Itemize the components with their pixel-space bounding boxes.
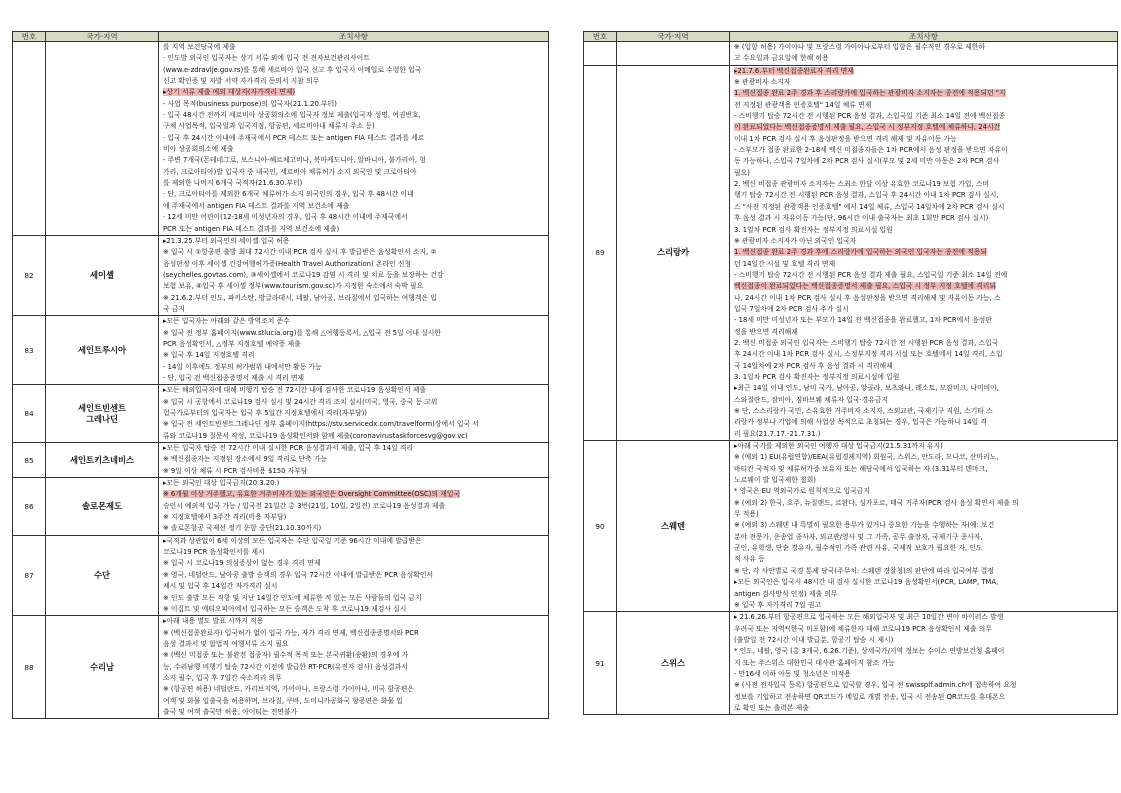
left-table <box>12 31 549 719</box>
measure-line: - 14일 이후에도 정부의 허가범위 내에서만 활동 가능 <box>163 362 322 371</box>
row-number <box>13 42 46 236</box>
measures-cell <box>730 42 1118 66</box>
measure-line: ▸상기 서류 제출 예외 대상자(자가격리 면제) <box>163 88 296 97</box>
measure-line: 고 수요일과 금요일에 한해 허용 <box>734 54 829 63</box>
measures-cell <box>159 385 549 443</box>
country-name: 세인트루시아 <box>46 316 159 385</box>
measure-line: - 스부모가 접종 완료한 2-18세 백신 미접종자들은 1차 PCR에서 음성 판정을 받으면 자유이 <box>734 146 1008 155</box>
measure-line: ▸아래 국가를 제외한 외국인 여행자 대상 입국금지(21.5.31까지 유지) <box>734 442 943 451</box>
table-row <box>13 443 549 478</box>
table-row <box>584 441 1118 612</box>
measure-line: (출발일 전 72시간 이내 발급분, 항공기 탑승 시 제시) <box>734 635 894 644</box>
country-name: 스위스 <box>617 612 730 715</box>
measure-line: ※ 6개월 이상 거주했고, 유효한 거주비자가 있는 외국인은 Oversight Committee(OSC)의 재입국 <box>163 490 461 499</box>
measure-line: 적 사유 등 <box>734 555 765 564</box>
measure-line: 1. 백신접종 완료 2주 경과 후에 스리랑카에 입국하는 외국인 입국자는 종전에 적용되 <box>734 248 987 257</box>
left-header-row <box>13 32 549 42</box>
table-row <box>13 535 549 615</box>
measure-line: ※ 관광비자 소지자 <box>734 78 791 87</box>
measure-line: - 18세 미만 미성년자 또는 부모가 14일 전 백신접종을 완료했고, 1차 PCR에서 음성판 <box>734 316 992 325</box>
measure-line: 2. 백신 비접종 관광비자 소지자는 스최소 한달 이상 유효한 코로나19 보험 가입, 스비 <box>734 180 990 189</box>
measures-cell <box>159 478 549 536</box>
table-row <box>584 42 1118 66</box>
measure-line: 리 필요(21.7.17.-21.7.31.) <box>734 429 821 438</box>
country-name <box>46 42 159 236</box>
measure-line: ▸모든 외국인은 입국시 48시간 내 검사 실시한 코로나19 음성확인서(PCR, LAMP, TMA, <box>734 578 999 587</box>
measure-line: 리랑카 정부나 기업에 의해 사업상 목적으로 초청되는 경우, 입국은 가능하나 14일 격 <box>734 418 987 427</box>
measure-line: ▸ 21.6.26.부터 항공편으로 입국하는 모든 해외입국자 및 최근 10일간 변이 바이러스 발생 <box>734 613 1004 622</box>
measure-line: (www.e-zdravlje.gov.rs)를 통해 세르비아 입국 신고 후 입국시 이메일로 수령한 입국 <box>163 65 422 74</box>
measure-line: 전 지정된 관광객용 인증호텔" 14일 체류 면제 <box>734 100 872 109</box>
measures-cell <box>159 616 549 719</box>
measure-line: ※ (예외 1) EU(유럽연합)/EEA(유럽경제지역) 회원국, 스위스, 안도라, 모나코, 산마리노, <box>734 453 999 462</box>
table-row <box>13 316 549 385</box>
measure-line: ※ 입국 시 코로나19 의심증상이 없는 경우 격리 면제 <box>163 559 321 568</box>
header-measures: 조치사항 <box>730 32 1118 42</box>
measure-line: antigen 검사방식 인정) 제출 의무 <box>734 589 838 598</box>
row-number <box>584 42 617 66</box>
measure-line: 로 확인 또는 출력본 제출 <box>734 703 809 712</box>
measure-line: - 단, 입국 전 백신접종증명서 제출 시 격리 면제 <box>163 373 305 382</box>
right-table-body <box>584 42 1118 715</box>
measure-line: ※ 이집트 및 에티오피아에서 입국하는 모든 승객은 도착 후 코로나19 재검사 실시 <box>163 604 407 613</box>
header-no: 번호 <box>584 32 617 42</box>
measure-line: ▸모든 해외입국자에 대해 비행기 탑승 전 72시간 내에 검사한 코로나19 음성확인서 제출 <box>163 386 426 395</box>
country-name: 솔로몬제도 <box>46 478 159 536</box>
measures-cell <box>159 42 549 236</box>
measure-line: ※ 입국 시 공항에서 코로나19 검사 실시 및 24시간 격리 조치 실시(미국, 영국, 중국 등 고위 <box>163 397 438 406</box>
measure-line: (seychelles.govtas.com), ③세이셸에서 코로나19 감염 시 격리 및 치료 등을 보장하는 건강 <box>163 270 444 279</box>
measure-line: · 12세 미만 어린이(12-18세 미성년자의 경우, 입국 후 48시간 이내에 주재국에서 <box>163 213 408 222</box>
measures-cell <box>159 235 549 315</box>
row-number: 90 <box>584 441 617 612</box>
measure-line: - 주변 7개국(몬테네그로, 보스니아-헤르체고비나, 북마케도니아, 알바니아, 불가리아, 헝 <box>163 156 426 165</box>
measure-line: ▸아래 내용 별도 발표 시까지 적용 <box>163 617 264 626</box>
measure-line: - 만16세 이하 아동 및 청소년은 미적용 <box>734 669 851 678</box>
measure-line: ※ 백신접종자는 지정된 장소에서 9일 격리로 단축 가능 <box>163 455 328 464</box>
measure-line: ▸21.7.6.부터 백신접종완료자 격리 면제 <box>734 66 854 75</box>
measures-cell <box>159 443 549 478</box>
measure-line: 나, 24시간 이내 1차 PCR 검사 실시 후 음성판정을 받으면 격리해제 및 자유이동 가능, 스 <box>734 293 1001 302</box>
measure-line: 를 지역 보건당국에 제출 <box>163 43 236 51</box>
measure-line: ※ 단, 스스리랑카 국민, 스유효한 거주비자 소지자, 스외교관, 국제기구 직원, 스기타 스 <box>734 407 993 415</box>
measure-line: - 사업 목적(business purpose)의 입국자(21.1.20.부터) <box>163 99 337 108</box>
country-name <box>617 42 730 66</box>
row-number: 87 <box>13 535 46 615</box>
country-name: 수단 <box>46 535 159 615</box>
measure-line: 백신접종이 완료되었다는 백신접종증명서 제출 필요, 스입국 시 정부 지정 호텔에 격리되 <box>734 282 996 291</box>
measure-line: 에 주재국에서 antigen FIA 테스트 결과를 지역 보건소에 제출 <box>163 201 350 210</box>
measure-line: ▸모든 외국인 대상 입국금지(20.3.20.) <box>163 479 280 488</box>
measure-line: 정보를 기입하고 전송하면 QR코드가 메일로 개별 전송, 입국 시 전송된 QR코드를 휴대폰으 <box>734 692 1006 701</box>
table-row <box>13 616 549 719</box>
measure-line: ▸21.3.25.부터 외국인의 세이셸 입국 허용 <box>163 236 290 245</box>
left-table-body <box>13 42 549 719</box>
row-number: 89 <box>584 65 617 440</box>
row-number: 85 <box>13 443 46 478</box>
measure-line: 입국 7일차에 2차 PCR 검사 추가 실시 <box>734 304 849 313</box>
table-row <box>584 65 1118 440</box>
measures-cell <box>730 612 1118 715</box>
measure-line: 필요) <box>734 168 750 177</box>
measure-line: 비아 상공회의소에 제출 <box>163 145 234 154</box>
row-number: 83 <box>13 316 46 385</box>
measure-line: ※ 입국 전 정부 홈페이지(www.stlucia.org)를 통해 △여행등록서, △입국 전 5일 이내 실시한 <box>163 328 442 337</box>
measure-line: ※ 솔로몬항공 국제선 정기 운항 중단(21.10.30까지) <box>163 524 322 533</box>
measure-line: 우려국 또는 지역*(한국 미포함)에 체류한자 대해 코로나19 PCR 음성확인서 제출 의무 <box>734 624 992 633</box>
measure-line: ▸국적과 상관없이 6세 이상의 모든 입국자는 수단 입국일 기준 96시간 이내에 발급받은 <box>163 536 422 545</box>
table-row <box>13 478 549 536</box>
measure-line: 류와 코로나19 질문서 작성, 코로나19 음성확인서와 함께 제출(coronavirustaskforcesvg@gov.vc) <box>163 431 468 440</box>
table-row <box>13 235 549 315</box>
measure-line: 노르웨이 발 입국제한 철회) <box>734 476 816 485</box>
measure-line: 신고 확인증 및 자발 서약 자가격리 동의서 지참 의무 <box>163 77 320 86</box>
measure-line: 음성판정 이후 세이셸 건강여행허가증(Health Travel Authorization) 온라인 신청 <box>163 259 412 268</box>
measure-line: ※ (입항 허용) 가이아나 및 프랑스령 가이아나로부터 입항은 필수적인 경우로 제한하 <box>734 43 985 51</box>
header-no: 번호 <box>13 32 46 42</box>
measure-line: ※ 관광비자 소지자가 아닌 외국인 입국자 <box>734 236 857 245</box>
measure-line: 이 완료되었다는 백신접종증명서 제출 필요, 스입국 시 정부지정 호텔에 체류하나, 24시간 <box>734 123 1001 132</box>
measure-line: · 입국 48시간 전까지 세르비아 상공회의소에 입국자 정보 제출(입국자 성명, 여권번호, <box>163 111 421 120</box>
table-row <box>13 42 549 236</box>
measure-line: ※ (항공편 허용) 네덜란드, 카리브지역, 가이아나, 프랑스령 가이아나, 미국 항공편은 <box>163 685 414 694</box>
measure-line: 지 또는 주스위스 대한민국 대사관 홈페이지 참조 가능 <box>734 658 895 667</box>
measure-line: 여객 및 화물 입출국을 허용하며, 브라질, 쿠바, 도미니카공화국 항공편은 화물 입 <box>163 696 403 705</box>
right-table <box>583 31 1118 715</box>
measure-line: ※ (예외 2) 한국, 호주, 뉴질랜드, 르완다, 싱가포르, 태국 거주자(PCR 검사 음성 확인서 제출 의 <box>734 498 1019 507</box>
header-country: 국가·지역 <box>617 32 730 42</box>
measure-line: ※ 21.6.2.부터 인도, 파키스탄, 방글라데시, 네팔, 남아공, 브라질에서 입국하는 여행객은 입 <box>163 293 437 302</box>
measure-line: 3. 1일차 PCR 검사 확진자는 정부지정 의료시설 입원 <box>734 225 893 234</box>
measure-line: ※ 입국 시 ①항공편 출발 최대 72시간 이내 PCR 검사 실시 후 발급받은 음성확인서 소지, ② <box>163 248 437 257</box>
measure-line: 소지 필수, 입국 후 7일간 숙소격리 의무 <box>163 673 282 682</box>
measure-line: 코로나19 PCR 음성확인서를 제시 <box>163 548 265 557</box>
measure-line: ※ 입국 후 자가격리 7일 권고 <box>734 600 822 609</box>
measure-line: ※ (예외 3) 스웨덴 내 특별히 필요한 용무가 있거나 중요한 기능을 수행하는 자(예: 보건 <box>734 521 995 530</box>
measure-line: - 스비행기 탑승 72시간 전 시행된 PCR 음성 결과, 스입국일 기준 최소 14일 전에 백신접종 <box>734 112 1006 121</box>
measures-cell <box>730 441 1118 612</box>
row-number: 91 <box>584 612 617 715</box>
country-name: 스웨덴 <box>617 441 730 612</box>
measure-line: ▸모든 입국자는 아래와 같은 방역조치 준수 <box>163 317 290 326</box>
measure-line: 이내 1차 PCR 검사 실시 후 음성판정을 받으면 격리 해제 및 자유이동 가능 <box>734 134 957 143</box>
country-name: 세이셸 <box>46 235 159 315</box>
measure-line: - 스비행기 탑승 72시간 전 시행된 PCR 음성 결과 제출 필요, 스입국일 기준 최소 14일 전에 <box>734 270 1008 279</box>
measure-line: ※ 지정호텔에서 3주간 격리(비용 자부담) <box>163 513 287 522</box>
measure-line: 능, 수리남행 비행기 탑승 72시간 이전에 발급한 RT-PCR(유전자 검사) 음성결과서 <box>163 662 408 671</box>
row-number: 88 <box>13 616 46 719</box>
row-number: 82 <box>13 235 46 315</box>
country-name: 스리랑카 <box>617 65 730 440</box>
measure-line: ▸최근 14일 이내 인도, 남미 국가, 남아공, 앙골라, 보츠와나, 레소토, 모잠비크, 나미비아, <box>734 384 1000 393</box>
measure-line: 스와질란드, 잠비아, 짐바브웨 체류자 입국·경유금지 <box>734 395 889 404</box>
measure-line: * 인도, 네팔, 영국 (총 3개국, 6.26.기준), 상세국가/지역 정보는 수이스 연방보건청 홈페이 <box>734 647 1005 656</box>
table-row <box>13 385 549 443</box>
measure-line: 승인시 예외적 입국 가능 / 입국전 21일간 총 3번(21일, 10일, 2일전) 코로나19 음성결과 제출 <box>163 501 446 510</box>
measures-cell <box>159 535 549 615</box>
row-number: 86 <box>13 478 46 536</box>
measure-line: 무 적용) <box>734 510 759 519</box>
row-number: 84 <box>13 385 46 443</box>
measure-line: 출국 및 여객 출국만 허용, 아이티는 전면불가 <box>163 707 298 716</box>
measure-line: 보험 보유, ④입국 후 세이셸 정부(www.tourism.gov.sc)가 지정한 숙소에서 숙박 필요 <box>163 282 424 291</box>
country-name: 세인트키츠네비스 <box>46 443 159 478</box>
country-name: 수리남 <box>46 616 159 719</box>
measure-line: · 입국 후 24시간 이내에 주재국에서 PCR 테스트 또는 antigen FIA 테스트 결과를 세르 <box>163 133 425 142</box>
measure-line: 스 "사전 지정된 관광객용 인증호텔" 에서 14일 체류, 스입국 14일차에 2차 PCR 검사 실시 <box>734 202 1005 211</box>
measure-line: 제시 및 입국 후 14일간 자가격리 실시 <box>163 582 278 591</box>
measure-line: PCR 또는 antigen FIA 테스트 결과를 지역 보건소에 제출) <box>163 224 340 233</box>
measure-line: 국 금지 <box>163 304 186 313</box>
measure-line: 동 가능하나, 스입국 7일차에 2차 PCR 검사 실시(부모 및 2세 미만 아동은 2차 PCR 검사 <box>734 157 1000 166</box>
measure-line: 3. 1일차 PCR 검사 확진자는 정부지정 의료시설에 입원 <box>734 372 900 381</box>
measure-line: 바티칸 국적자 및 체류허가증 보유자 또는 해당국에서 입국하는 자 (3.31부터 덴마크, <box>734 464 988 473</box>
measure-line: ※ 입국 후 14일 지정호텔 격리 <box>163 351 255 360</box>
measure-line: 후 24시간 이내 1차 PCR 검사 실시, 스정부지정 격리 시설 또는 호텔에서 14일 격리, 스입 <box>734 350 1003 359</box>
measure-line: 가리, 크로아티아)발 입국자 중 내국인, 세르비아 체류허가 소지 외국인 및 크로아티아 <box>163 167 417 176</box>
measure-line: ※ 인도 출발 모든 직항 및 지난 14일간 인도에 체류한 적 있는 모든 사람들의 입국 금지 <box>163 593 422 602</box>
measure-line: · 인도발 외국인 입국자는 상기 서류 외에 입국 전 전자보건관리사이트 <box>163 54 370 63</box>
measure-line: ※ 9일 이상 체류 시 PCR 검사비용 $150 자부담 <box>163 466 308 475</box>
measures-cell <box>730 65 1118 440</box>
country-name: 세인트빈센트 그레나딘 <box>46 385 159 443</box>
measure-line: ▸모든 입국자 탑승 전 72시간 이내 실시한 PCR 음성결과서 제출, 입국 후 14일 격리 <box>163 444 414 453</box>
measure-line: 분야 전문가, 운송업 종사자, 외교관/영사 및 그 가족, 공무 출장자, 국제기구 종사자, <box>734 532 983 541</box>
measure-line: 구체 사업목적, 입국일과 입국지점, 항공편, 세르비아내 체류지 주소 등) <box>163 122 375 131</box>
measures-cell <box>159 316 549 385</box>
table-row <box>584 612 1118 715</box>
measure-line: PCR 음성확인서, △정부 지정호텔 예약증 제출 <box>163 339 301 348</box>
measure-line: 행기 탑승 72시간 전 시행된 PCR 음성 결과, 스입국 후 24시간 이내 1차 PCR 검사 실시, <box>734 191 999 200</box>
measure-line: ※ (백신접종완료자) 입국허가 없이 입국 가능, 자가 격리 면제, 백신접종증명서와 PCR <box>163 628 419 637</box>
measure-line: 를 제외한 나머지 6개국 국적자(21.6.30.부터) <box>163 179 303 188</box>
measure-line: 군인, 유학생, 단순 경유자, 필수적인 가족 관련 사유, 국제적 보호가 필요한 자, 인도 <box>734 544 983 553</box>
header-measures: 조치사항 <box>159 32 549 42</box>
measure-line: ※ (백신 미접종 또는 불완전 접종자) 필수적 목적 또는 본국귀환(송환)의 경우에 가 <box>163 651 409 660</box>
measure-line: 국 14일차에 2차 PCR 검사 후 음성 결과 시 격리해제 <box>734 361 893 370</box>
measure-line: 음성 결과서 및 합법적 여행서류 소지 필요 <box>163 639 289 648</box>
measure-line: ※ 입국 전 세인트빈센트그레나딘 정부 홈페이지(https://stv.servicedx.com/travelform)상에서 입국 서 <box>163 420 479 429</box>
measure-line: ※ 영국, 네덜란드, 남아공 출발 승객의 경우 입국 72시간 이내에 발급받은 PCR 음성확인서 <box>163 570 434 579</box>
measure-line: 험국가로부터의 입국자는 입국 후 5일간 지정호텔에서 격리(자부담)) <box>163 409 367 417</box>
measure-line: 2. 백신 미접종 외국인 입국자는 스비행기 탑승 72시간 전 시행된 PCR 음성 결과, 스입국 <box>734 338 999 347</box>
right-header-row <box>584 32 1118 42</box>
measure-line: * 영국은 EU 역외국가로 원칙적으로 입국금지 <box>734 487 871 496</box>
measure-line: ※ (사전 전자입국 등록) 항공편으로 입국할 경우, 입국 전 swissplf.admin.ch에 접속하여 요청 <box>734 681 1017 690</box>
measure-line: 후 음성 결과 시 자유이동 가능(단, 96시간 이내 출국자는 최초 1회만 PCR 검사 실시) <box>734 214 989 223</box>
measure-line: ※ 단, 각 사안별로 국경 통제 당국(주무처: 스웨덴 경찰청)의 판단에 따라 입국여부 결정 <box>734 566 994 575</box>
measure-line: 던 14일간 시설 및 호텔 격리 면제 <box>734 259 836 268</box>
measure-line: 정을 받으면 격리해제 <box>734 327 798 336</box>
header-country: 국가·지역 <box>46 32 159 42</box>
measure-line: · 단, 크로아티아를 제외한 6개국 체류허가 소지 외국인의 경우, 입국 후 48시간 이내 <box>163 190 414 199</box>
measure-line: 1. 백신접종 완료 2주 경과 후 스리랑카에 입국하는 관광비자 소지자는 종전에 적용되던 "지 <box>734 89 1006 98</box>
